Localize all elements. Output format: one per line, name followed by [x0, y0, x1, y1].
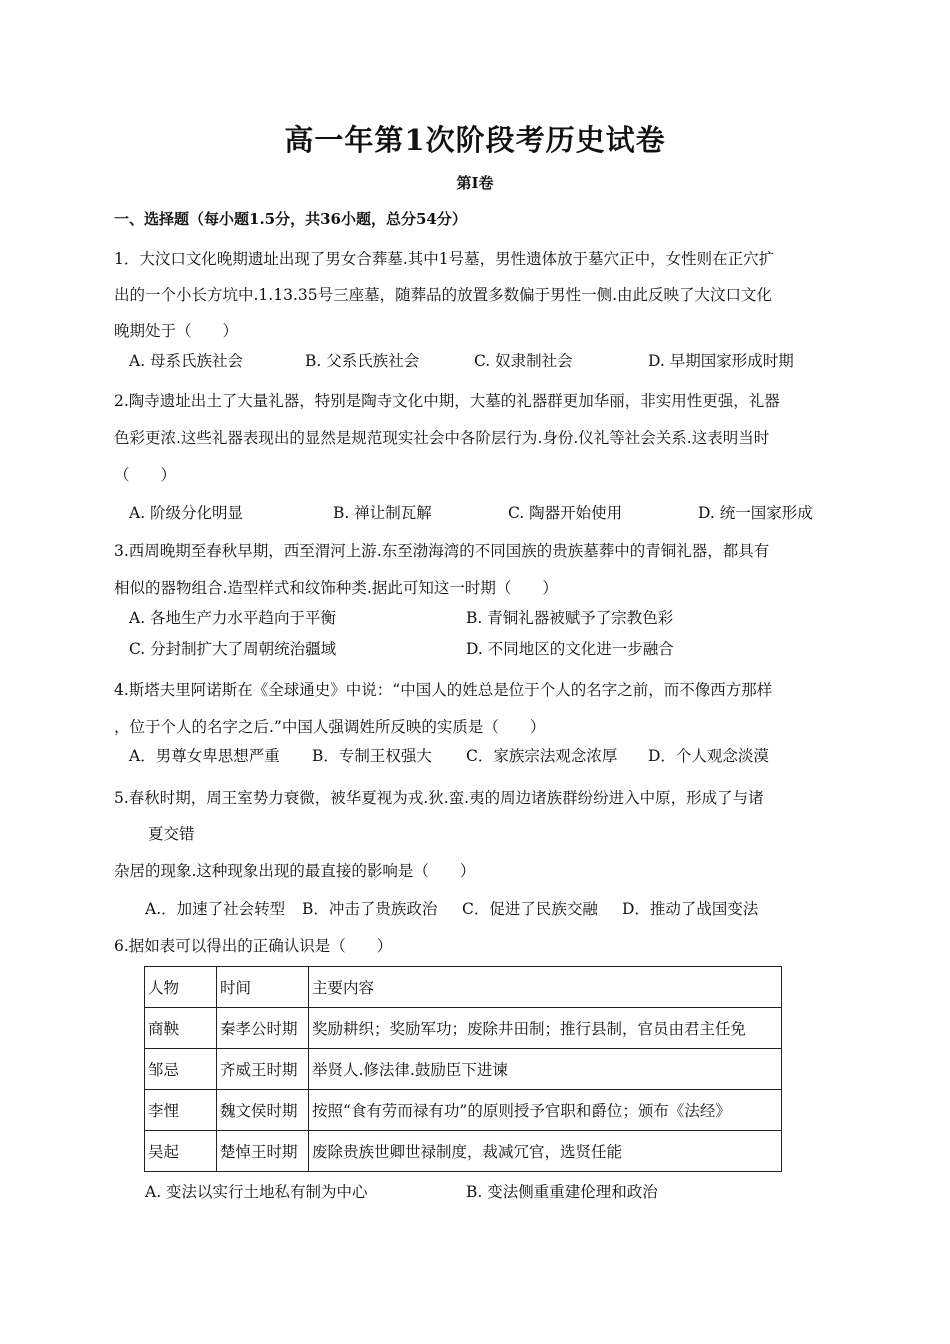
- q5-option-b: B．冲击了贵族政治: [302, 900, 438, 918]
- table-row: [145, 1090, 782, 1131]
- table-header-cell: 主要内容: [309, 967, 782, 1008]
- q2-line-3: （ ）: [114, 466, 177, 484]
- q4-option-c: C．家族宗法观念浓厚: [466, 747, 618, 765]
- table-cell: 秦孝公时期: [217, 1008, 309, 1049]
- q2-option-b: B. 禅让制瓦解: [333, 504, 432, 522]
- table-cell: 商鞅: [145, 1008, 217, 1049]
- q3-option-c: C. 分封制扩大了周朝统治疆域: [129, 640, 337, 658]
- table-cell: 废除贵族世卿世禄制度，裁减冗官，选贤任能: [309, 1131, 782, 1172]
- q3-option-b: B. 青铜礼器被赋予了宗教色彩: [466, 609, 674, 627]
- q5-line-3: 杂居的现象.这种现象出现的最直接的影响是（ ）: [114, 862, 476, 880]
- q1-line-2: 出的一个小长方坑中.1.13.35号三座墓，随葬品的放置多数偏于男性一侧.由此反映了大汶口文化: [114, 286, 773, 304]
- exam-title: 高一年第1次阶段考历史试卷: [284, 123, 666, 157]
- q1-option-a: A. 母系氏族社会: [129, 352, 244, 370]
- q3-line-1: 3.西周晚期至春秋早期，西至渭河上游.东至渤海湾的不同国族的贵族墓葬中的青铜礼器，都具有: [114, 542, 770, 560]
- reform-table: [144, 966, 782, 1172]
- table-cell: 举贤人.修法律.鼓励臣下进谏: [309, 1049, 782, 1090]
- q4-line-1: 4.斯塔夫里阿诺斯在《全球通史》中说：“中国人的姓总是位于个人的名字之前，而不像西方那样: [114, 681, 773, 699]
- q4-option-b: B．专制王权强大: [312, 747, 432, 765]
- q1-line-3: 晚期处于（ ）: [114, 322, 239, 340]
- table-cell: 李悝: [145, 1090, 217, 1131]
- q2-option-d: D. 统一国家形成: [698, 504, 813, 522]
- q5-line-2: 夏交错: [148, 825, 195, 843]
- q4-option-d: D．个人观念淡漠: [648, 747, 769, 765]
- q3-option-d: D. 不同地区的文化进一步融合: [466, 640, 674, 658]
- q5-option-d: D．推动了战国变法: [622, 900, 759, 918]
- table-cell: 邹忌: [145, 1049, 217, 1090]
- table-cell: 齐威王时期: [217, 1049, 309, 1090]
- table-cell: 奖励耕织；奖励军功；废除井田制；推行县制，官员由君主任免: [309, 1008, 782, 1049]
- q1-option-c: C. 奴隶制社会: [474, 352, 573, 370]
- q3-line-2: 相似的器物组合.造型样式和纹饰种类.据此可知这一时期（ ）: [114, 579, 558, 597]
- table-cell: 按照“食有劳而禄有功”的原则授予官职和爵位；颁布《法经》: [309, 1090, 782, 1131]
- volume-label: 第Ⅰ卷: [456, 174, 494, 192]
- table-row: [145, 1049, 782, 1090]
- q6-option-a: A. 变法以实行土地私有制为中心: [145, 1183, 368, 1201]
- q6-line-1: 6.据如表可以得出的正确认识是（ ）: [114, 937, 393, 955]
- table-row: [145, 1131, 782, 1172]
- q4-line-2: ，位于个人的名字之后.”中国人强调姓所反映的实质是（ ）: [114, 718, 546, 736]
- table-cell: 楚悼王时期: [217, 1131, 309, 1172]
- q1-line-1: 1．大汶口文化晚期遗址出现了男女合葬墓.其中1号墓，男性遗体放于墓穴正中，女性则在正穴扩: [114, 250, 775, 268]
- section-heading: 一、选择题（每小题1.5分，共36小题，总分54分）: [114, 210, 467, 228]
- q2-line-1: 2.陶寺遗址出土了大量礼器，特别是陶寺文化中期，大墓的礼器群更加华丽，非实用性更强，礼器: [114, 392, 780, 410]
- q5-option-a: A.．加速了社会转型: [145, 900, 286, 918]
- q6-option-b: B. 变法侧重重建伦理和政治: [466, 1183, 658, 1201]
- table-header-cell: 时间: [217, 967, 309, 1008]
- q2-option-c: C. 陶器开始使用: [508, 504, 623, 522]
- table-header-row: [145, 967, 782, 1008]
- q1-option-d: D. 早期国家形成时期: [648, 352, 794, 370]
- q1-option-b: B. 父系氏族社会: [305, 352, 420, 370]
- q4-option-a: A．男尊女卑思想严重: [129, 747, 280, 765]
- table-cell: 吴起: [145, 1131, 217, 1172]
- q5-option-c: C．促进了民族交融: [462, 900, 598, 918]
- table-cell: 魏文侯时期: [217, 1090, 309, 1131]
- q2-line-2: 色彩更浓.这些礼器表现出的显然是规范现实社会中各阶层行为.身份.仪礼等社会关系.这表明当时: [114, 429, 770, 447]
- table-row: [145, 1008, 782, 1049]
- q5-line-1: 5.春秋时期，周王室势力衰微，被华夏视为戎.狄.蛮.夷的周边诸族群纷纷进入中原，形成了与诸: [114, 789, 764, 807]
- q2-option-a: A. 阶级分化明显: [129, 504, 244, 522]
- table-header-cell: 人物: [145, 967, 217, 1008]
- q3-option-a: A. 各地生产力水平趋向于平衡: [129, 609, 337, 627]
